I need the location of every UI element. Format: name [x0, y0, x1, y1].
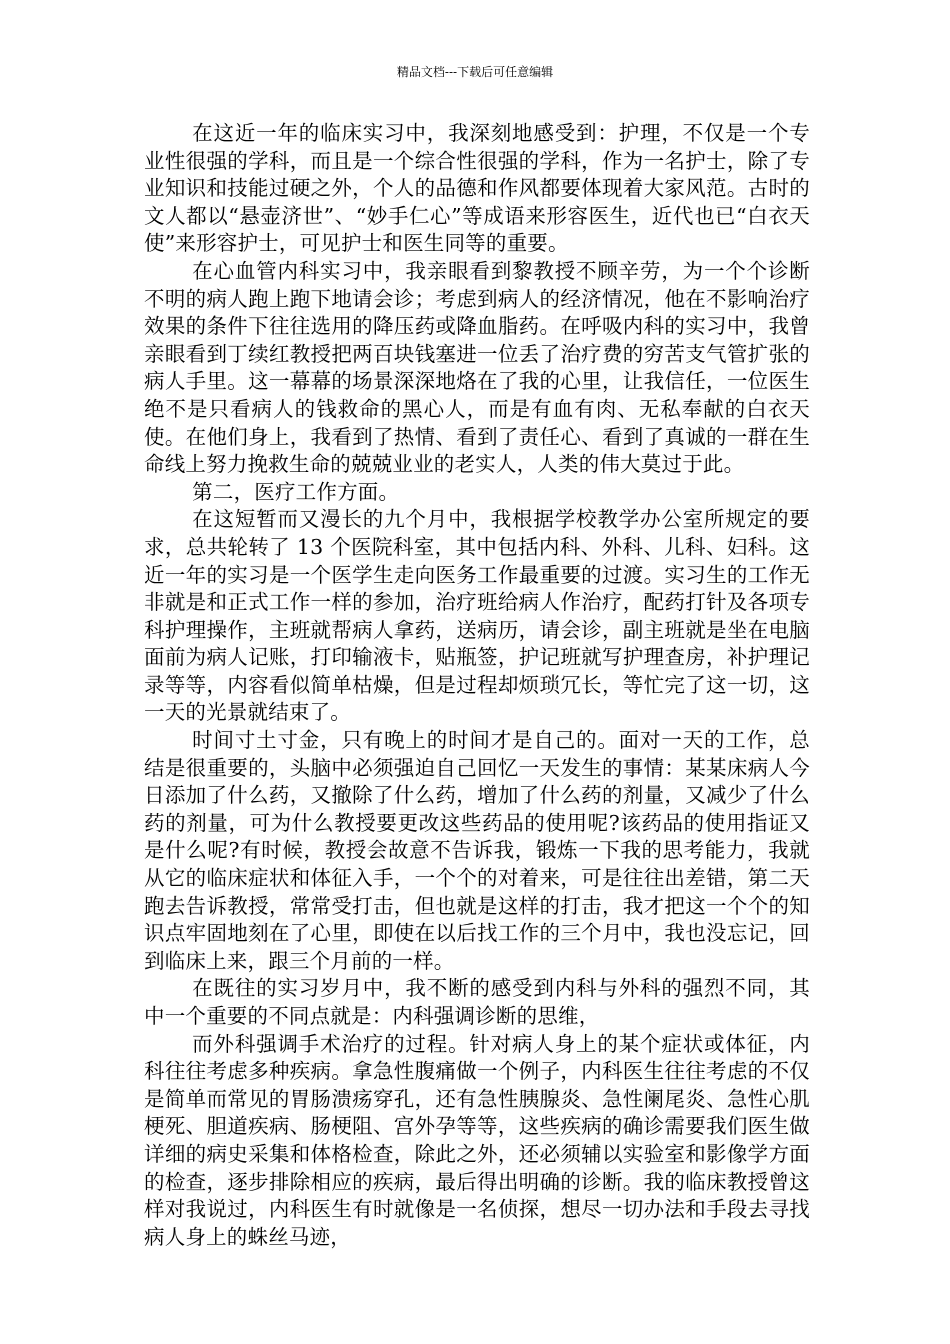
page-header: 精品文档---下载后可任意编辑: [396, 65, 554, 79]
paragraph: 在这短暂而又漫长的九个月中，我根据学校教学办公室所规定的要求，总共轮转了 13 个医院科室，其中包括内科、外科、儿科、妇科。这近一年的实习是一个医学生走向医务工作最重要的过渡。实习生的工作无非就是和正式工作一样的参加，治疗班给病人作治疗，配药打针及各项专科护理操作，主班就帮病人拿药，送病历，请会诊，副主班就是坐在电脑面前为病人记账，打印输液卡，贴瓶签，护记班就写护理查房，补护理记录等等，内容看似简单枯燥，但是过程却烦琐冗长，等忙完了这一切，这一天的光景就结束了。: [144, 507, 810, 725]
paragraph: 在心血管内科实习中，我亲眼看到黎教授不顾辛劳，为一个个诊断不明的病人跑上跑下地请会诊；考虑到病人的经济情况，他在不影响治疗效果的条件下往往选用的降压药或降血脂药。在呼吸内科的实习中，我曾亲眼看到丁续红教授把两百块钱塞进一位丢了治疗费的穷苦支气管扩张的病人手里。这一幕幕的场景深深地烙在了我的心里，让我信任，一位医生绝不是只看病人的钱救命的黑心人，而是有血有肉、无私奉献的白衣天使。在他们身上，我看到了热情、看到了责任心、看到了真诚的一群在生命线上努力挽救生命的兢兢业业的老实人，人类的伟大莫过于此。: [144, 258, 810, 477]
document-body: [144, 120, 810, 1251]
paragraph: 在既往的实习岁月中，我不断的感受到内科与外科的强烈不同，其中一个重要的不同点就是：内科强调诊断的思维，: [144, 976, 810, 1028]
paragraph: 在这近一年的临床实习中，我深刻地感受到：护理，不仅是一个专业性很强的学科，而且是一个综合性很强的学科，作为一名护士，除了专业知识和技能过硬之外，个人的品德和作风都要体现着大家风范。古时的文人都以“悬壶济世”、“妙手仁心”等成语来形容医生，近代也已“白衣天使”来形容护士，可见护士和医生同等的重要。: [144, 121, 810, 256]
paragraph: 时间寸土寸金，只有晚上的时间才是自己的。面对一天的工作，总结是很重要的，头脑中必须强迫自己回忆一天发生的事情：某某床病人今日添加了什么药，又撤除了什么药，增加了什么药的剂量，又减少了什么药的剂量，可为什么教授要更改这些药品的使用呢?该药品的使用指证又是什么呢?有时候，教授会故意不告诉我，锻炼一下我的思考能力，我就从它的临床症状和体征入手，一个个的对着来，可是往往出差错，第二天跑去告诉教授，常常受打击，但也就是这样的打击，我才把这一个个的知识点牢固地刻在了心里，即使在以后找工作的三个月中，我也没忘记，回到临床上来，跟三个月前的一样。: [144, 728, 810, 973]
section-heading: 第二，医疗工作方面。: [192, 479, 400, 504]
paragraph: 而外科强调手术治疗的过程。针对病人身上的某个症状或体征，内科往往考虑多种疾病。拿急性腹痛做一个例子，内科医生往往考虑的不仅是简单而常见的胃肠溃疡穿孔，还有急性胰腺炎、急性阑尾炎、急性心肌梗死、胆道疾病、肠梗阻、宫外孕等等，这些疾病的确诊需要我们医生做详细的病史采集和体格检查，除此之外，还必须辅以实验室和影像学方面的检查，逐步排除相应的疾病，最后得出明确的诊断。我的临床教授曾这样对我说过，内科医生有时就像是一名侦探，想尽一切办法和手段去寻找病人身上的蛛丝马迹，: [144, 1031, 810, 1249]
